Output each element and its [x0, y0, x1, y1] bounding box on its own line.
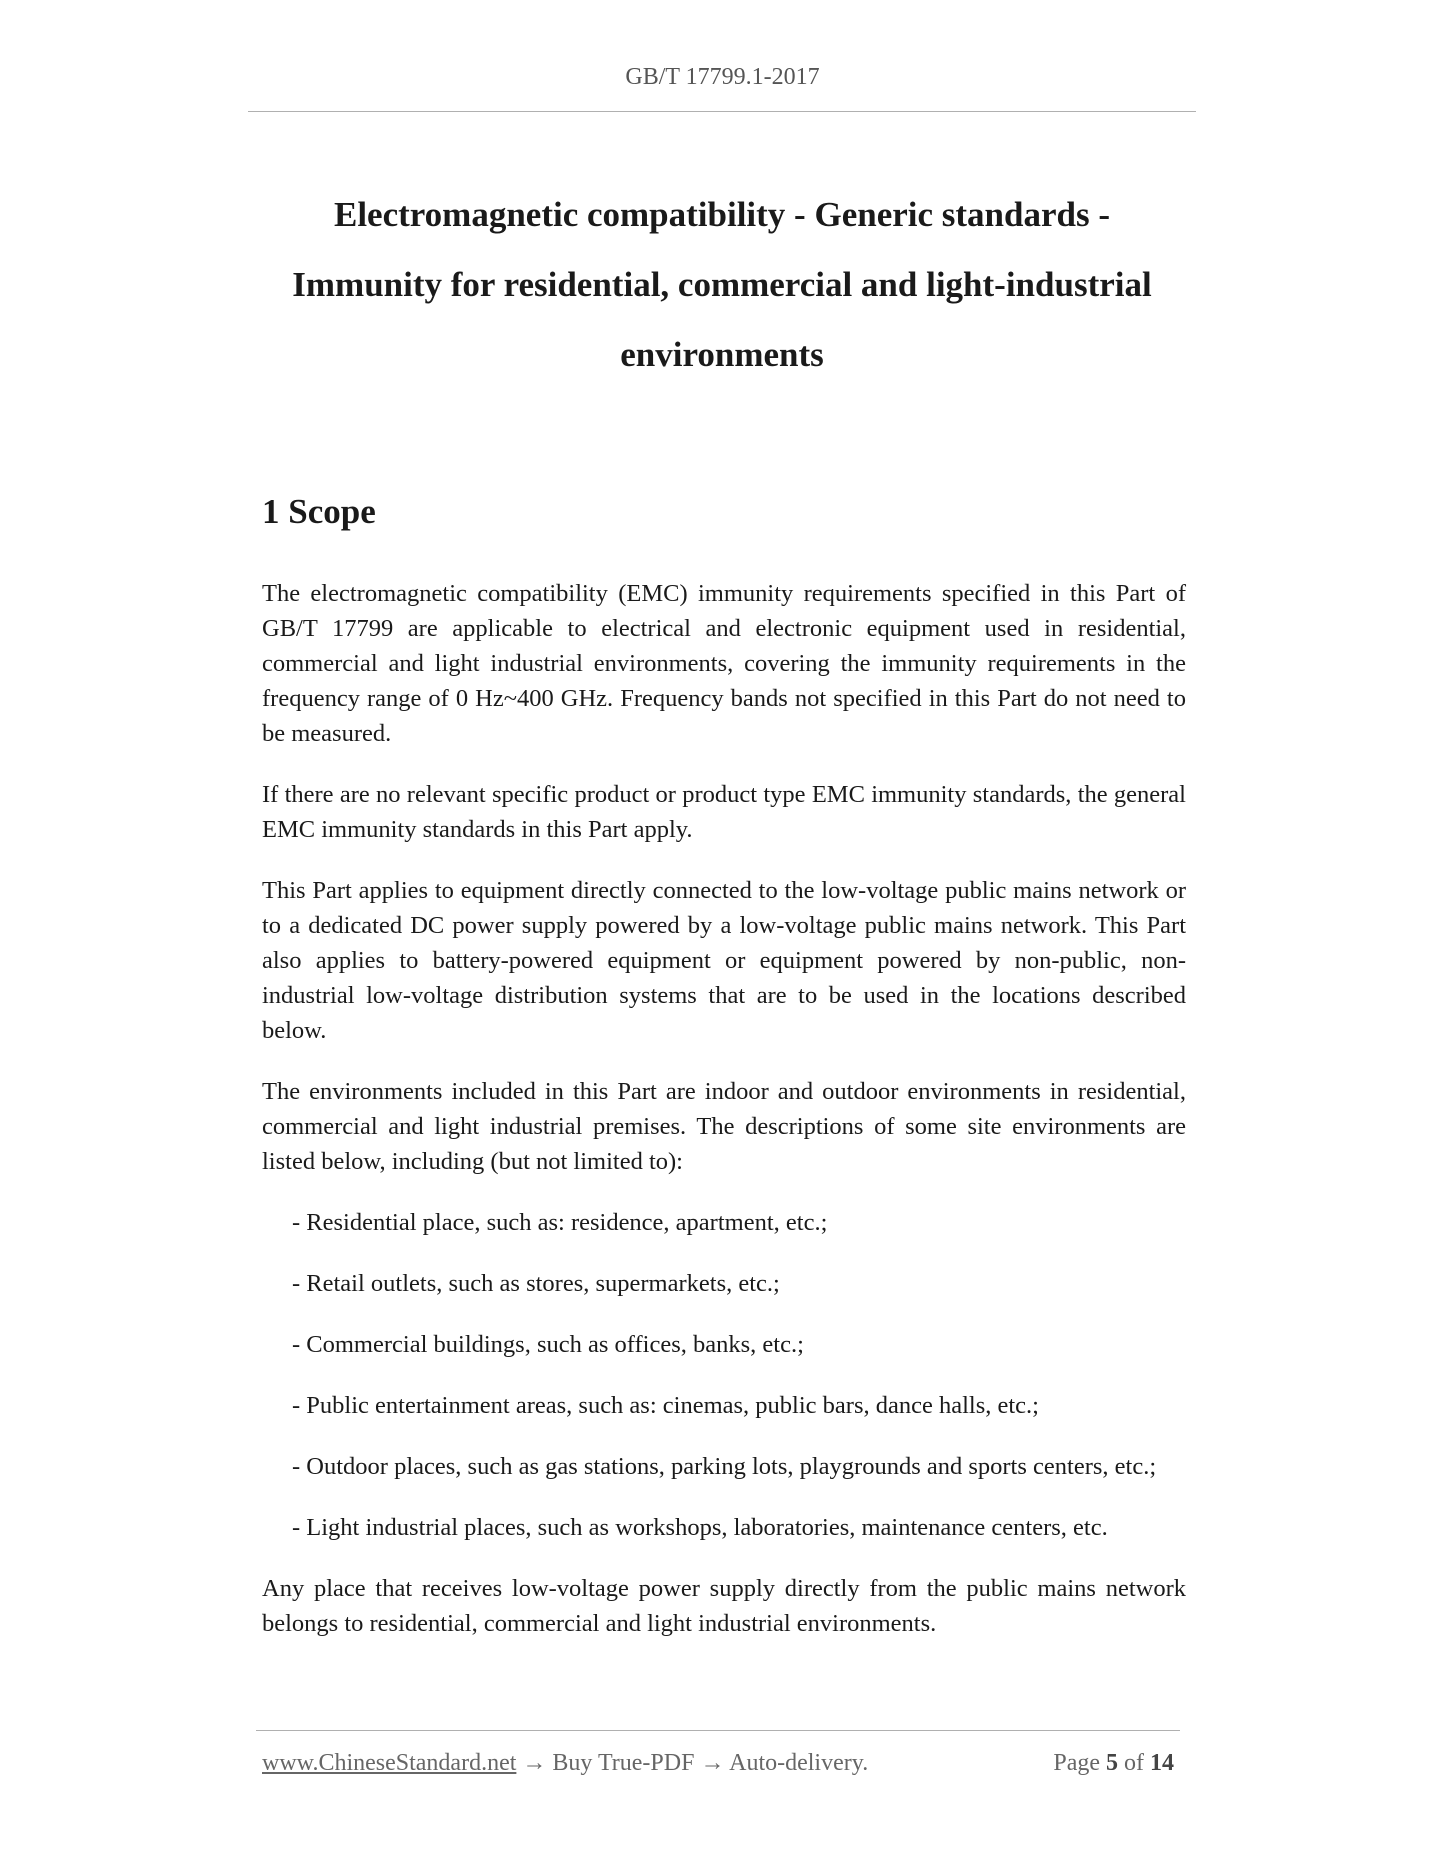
paragraph-4: The environments included in this Part are indoor and outdoor environments in residential, commercial and light industrial premises. The descriptions of some site environments are listed below, including (but not limited to): [262, 1078, 1186, 1175]
total-pages: 14 [1150, 1750, 1174, 1776]
paragraph-1: The electromagnetic compatibility (EMC) immunity requirements specified in this Part of GB/T 17799 are applicable to electrical and electronic equipment used in residential, commercial and light industrial environments, covering the immunity requirements in the frequency range of 0 Hz~400 GHz. Frequency bands not specified in this Part do not need to be measured. [262, 580, 1186, 747]
title-line-1: Electromagnetic compatibility - Generic standards - [333, 195, 1111, 234]
of-label: of [1124, 1750, 1144, 1776]
document-title [248, 180, 1196, 390]
closing-paragraph: Any place that receives low-voltage power supply directly from the public mains network belongs to residential, commercial and light industrial environments. [262, 1575, 1186, 1637]
list-item: - Commercial buildings, such as offices, banks, etc.; [292, 1331, 804, 1358]
page-indicator [1053, 1750, 1174, 1777]
title-line-2: Immunity for residential, commercial and light-industrial [292, 265, 1152, 304]
title-line-3: environments [620, 335, 824, 374]
paragraph-2: If there are no relevant specific product or product type EMC immunity standards, the general EMC immunity standards in this Part apply. [262, 781, 1186, 843]
footer-divider [256, 1730, 1180, 1731]
section-body [262, 576, 1186, 1667]
paragraph-3: This Part applies to equipment directly connected to the low-voltage public mains network or to a dedicated DC power supply powered by a low-voltage public mains network. This Part also applies to battery-powered equipment or equipment powered by non-public, non-industrial low-voltage distribution systems that are to be used in the locations described below. [262, 877, 1186, 1044]
page-label: Page [1053, 1750, 1100, 1776]
list-item: - Outdoor places, such as gas stations, parking lots, playgrounds and sports centers, etc.; [292, 1453, 1157, 1480]
footer-promo: → Buy True-PDF → Auto-delivery. [516, 1750, 869, 1776]
list-item: - Public entertainment areas, such as: cinemas, public bars, dance halls, etc.; [292, 1392, 1039, 1419]
header-divider [248, 111, 1196, 112]
list-item: - Residential place, such as: residence, apartment, etc.; [292, 1209, 828, 1236]
list-item: - Retail outlets, such as stores, supermarkets, etc.; [292, 1270, 780, 1297]
page-footer [262, 1750, 1180, 1777]
page-number: 5 [1106, 1750, 1118, 1776]
page-header: GB/T 17799.1-2017 [625, 64, 820, 90]
list-item: - Light industrial places, such as workshops, laboratories, maintenance centers, etc. [292, 1514, 1108, 1541]
environment-list [262, 1205, 1186, 1545]
section-heading: 1 Scope [262, 492, 376, 531]
site-link[interactable]: www.ChineseStandard.net [262, 1750, 517, 1776]
